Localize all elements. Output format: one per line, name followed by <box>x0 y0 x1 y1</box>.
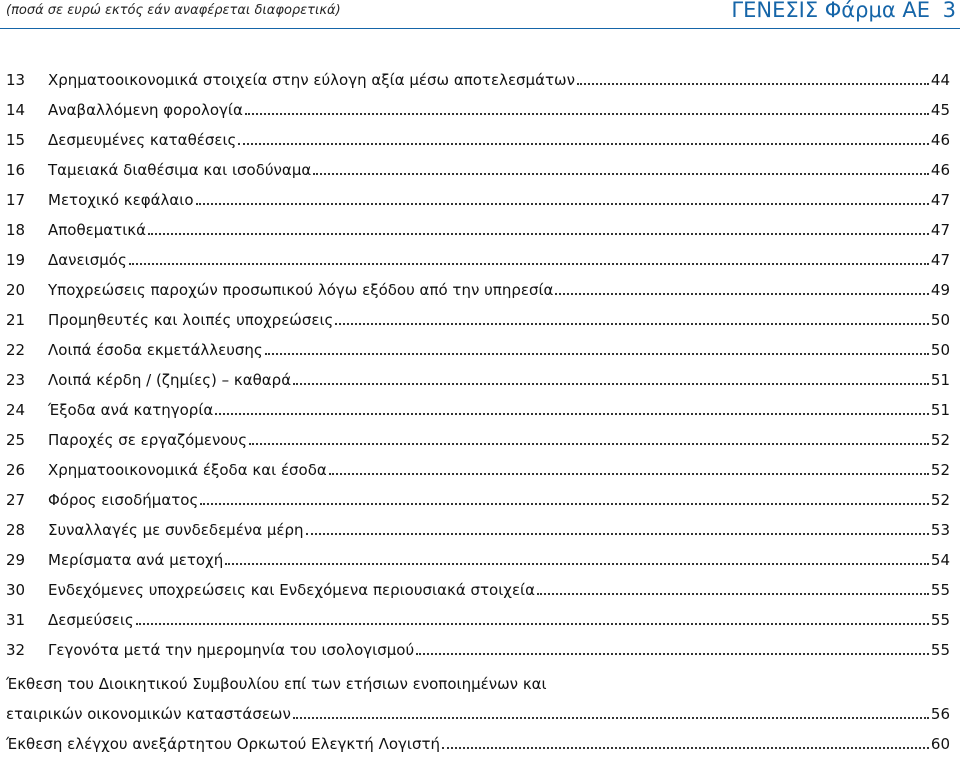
toc-entry-page: 52 <box>930 461 950 479</box>
company-name: ΓΕΝΕΣΙΣ Φάρμα ΑΕ <box>731 0 930 22</box>
dot-leader <box>245 113 929 115</box>
dot-leader <box>555 293 928 295</box>
dot-leader <box>136 623 929 625</box>
dot-leader <box>265 353 929 355</box>
toc-entry-page: 52 <box>930 431 950 449</box>
auditor-report-page: 60 <box>930 735 950 753</box>
toc-entry-number: 15 <box>6 131 26 149</box>
toc-entry[interactable] <box>0 330 960 360</box>
dot-leader <box>225 563 929 565</box>
toc-entry[interactable] <box>0 90 960 120</box>
toc-entry-number: 14 <box>6 101 26 119</box>
toc-entry-number: 20 <box>6 281 26 299</box>
toc-entry-page: 53 <box>930 521 950 539</box>
dot-leader <box>215 413 929 415</box>
dot-leader <box>129 263 929 265</box>
board-report-title-line2: εταιρικών οικονομικών καταστάσεων <box>6 705 291 723</box>
toc-entry-title: Φόρος εισοδήματος <box>48 491 199 509</box>
toc-entry-title: Χρηματοοικονομικά έξοδα και έσοδα <box>48 461 327 479</box>
toc-entry[interactable] <box>0 510 960 540</box>
toc-entry-number: 25 <box>6 431 26 449</box>
toc-entry-page: 44 <box>930 71 950 89</box>
toc-entry-title: Δανεισμός <box>48 251 127 269</box>
toc-entry-page: 51 <box>930 371 950 389</box>
toc-entry-title: Ενδεχόμενες υποχρεώσεις και Ενδεχόμενα περιουσιακά στοιχεία <box>48 581 536 599</box>
toc-entry-number: 23 <box>6 371 26 389</box>
toc-entry-title: Λοιπά κέρδη / (ζημίες) – καθαρά <box>48 371 292 389</box>
dot-leader <box>335 323 929 325</box>
toc-entry-number: 18 <box>6 221 26 239</box>
toc-entry-title: Δεσμεύσεις <box>48 611 134 629</box>
toc-entry-number: 31 <box>6 611 26 629</box>
toc-entry-number: 28 <box>6 521 26 539</box>
page-number: 3 <box>942 0 956 22</box>
board-report-title-line1: Έκθεση του Διοικητικού Συμβουλίου επί των ετήσιων ενοποιημένων και <box>6 675 547 693</box>
dot-leader <box>196 203 929 205</box>
toc-entry[interactable] <box>0 300 960 330</box>
toc-entry-title: Αποθεματικά <box>48 221 147 239</box>
toc-entry-title: Παροχές σε εργαζόμενους <box>48 431 248 449</box>
toc-entry-page: 55 <box>930 641 950 659</box>
toc-entry-page: 47 <box>930 251 950 269</box>
toc-entry-page: 49 <box>930 281 950 299</box>
toc-entry[interactable] <box>0 600 960 630</box>
toc-entry-page: 55 <box>930 611 950 629</box>
toc-entry[interactable] <box>0 630 960 660</box>
toc-entry[interactable] <box>0 270 960 300</box>
toc-entry-page: 54 <box>930 551 950 569</box>
toc-entry[interactable] <box>0 420 960 450</box>
dot-leader <box>238 143 929 145</box>
toc-entry[interactable] <box>0 60 960 90</box>
toc-entry[interactable] <box>0 540 960 570</box>
toc-entry-title: Υποχρεώσεις παροχών προσωπικού λόγω εξόδου από την υπηρεσία <box>48 281 554 299</box>
dot-leader <box>313 173 929 175</box>
toc-entry-number: 24 <box>6 401 26 419</box>
toc-entry-number: 26 <box>6 461 26 479</box>
toc-entry[interactable] <box>0 390 960 420</box>
toc-entry[interactable] <box>0 570 960 600</box>
toc-entry-title: Δεσμευμένες καταθέσεις <box>48 131 237 149</box>
toc-entry-page: 46 <box>930 131 950 149</box>
toc-entry[interactable] <box>0 150 960 180</box>
toc-entry-number: 13 <box>6 71 26 89</box>
toc-entry[interactable] <box>0 450 960 480</box>
board-report-entry-line1[interactable] <box>0 660 960 694</box>
page-header <box>0 0 960 38</box>
toc-entry-title: Μερίσματα ανά μετοχή <box>48 551 224 569</box>
toc-entry-page: 50 <box>930 311 950 329</box>
header-divider <box>0 28 960 29</box>
toc-entry-number: 22 <box>6 341 26 359</box>
toc-entry-number: 17 <box>6 191 26 209</box>
dot-leader <box>537 593 929 595</box>
dot-leader <box>577 83 929 85</box>
dot-leader <box>329 473 929 475</box>
toc-entry-title: Ταμειακά διαθέσιμα και ισοδύναμα <box>48 161 312 179</box>
toc-entry-title: Λοιπά έσοδα εκμετάλλευσης <box>48 341 263 359</box>
toc-entry-page: 52 <box>930 491 950 509</box>
toc-entry-number: 27 <box>6 491 26 509</box>
toc-entry-page: 51 <box>930 401 950 419</box>
toc-entry-number: 32 <box>6 641 26 659</box>
toc-entry-number: 19 <box>6 251 26 269</box>
toc-entry[interactable] <box>0 120 960 150</box>
currency-note: (ποσά σε ευρώ εκτός εάν αναφέρεται διαφορετικά) <box>6 3 341 18</box>
toc-entry[interactable] <box>0 210 960 240</box>
auditor-report-title: Έκθεση ελέγχου ανεξάρτητου Ορκωτού Ελεγκτή Λογιστή <box>6 735 441 753</box>
dot-leader <box>293 717 929 719</box>
toc-entry-title: Μετοχικό κεφάλαιο <box>48 191 194 209</box>
toc-entry-page: 45 <box>930 101 950 119</box>
table-of-contents <box>0 60 960 754</box>
board-report-page: 56 <box>930 705 950 723</box>
dot-leader <box>416 653 929 655</box>
toc-entry-title: Αναβαλλόμενη φορολογία <box>48 101 243 119</box>
toc-entry-title: Χρηματοοικονομικά στοιχεία στην εύλογη αξία μέσω αποτελεσμάτων <box>48 71 575 89</box>
toc-entry-title: Συναλλαγές με συνδεδεμένα μέρη <box>48 521 304 539</box>
toc-entry-page: 47 <box>930 221 950 239</box>
toc-entry-number: 29 <box>6 551 26 569</box>
dot-leader <box>293 383 929 385</box>
dot-leader <box>306 533 929 535</box>
toc-entry-page: 46 <box>930 161 950 179</box>
toc-entry-title: Γεγονότα μετά την ημερομηνία του ισολογισμού <box>48 641 415 659</box>
toc-entry-number: 16 <box>6 161 26 179</box>
dot-leader <box>249 443 929 445</box>
toc-entry-page: 47 <box>930 191 950 209</box>
dot-leader <box>200 503 929 505</box>
toc-entry-page: 50 <box>930 341 950 359</box>
auditor-report-entry[interactable] <box>0 724 960 754</box>
toc-entry[interactable] <box>0 180 960 210</box>
toc-entry-page: 55 <box>930 581 950 599</box>
toc-entry-number: 30 <box>6 581 26 599</box>
dot-leader <box>442 747 929 749</box>
toc-entry[interactable] <box>0 240 960 270</box>
toc-entry-title: Προμηθευτές και λοιπές υποχρεώσεις <box>48 311 334 329</box>
toc-entry-title: Έξοδα ανά κατηγορία <box>48 401 214 419</box>
toc-entry-number: 21 <box>6 311 26 329</box>
toc-entry[interactable] <box>0 360 960 390</box>
dot-leader <box>148 233 929 235</box>
board-report-entry[interactable] <box>0 694 960 724</box>
toc-entry[interactable] <box>0 480 960 510</box>
